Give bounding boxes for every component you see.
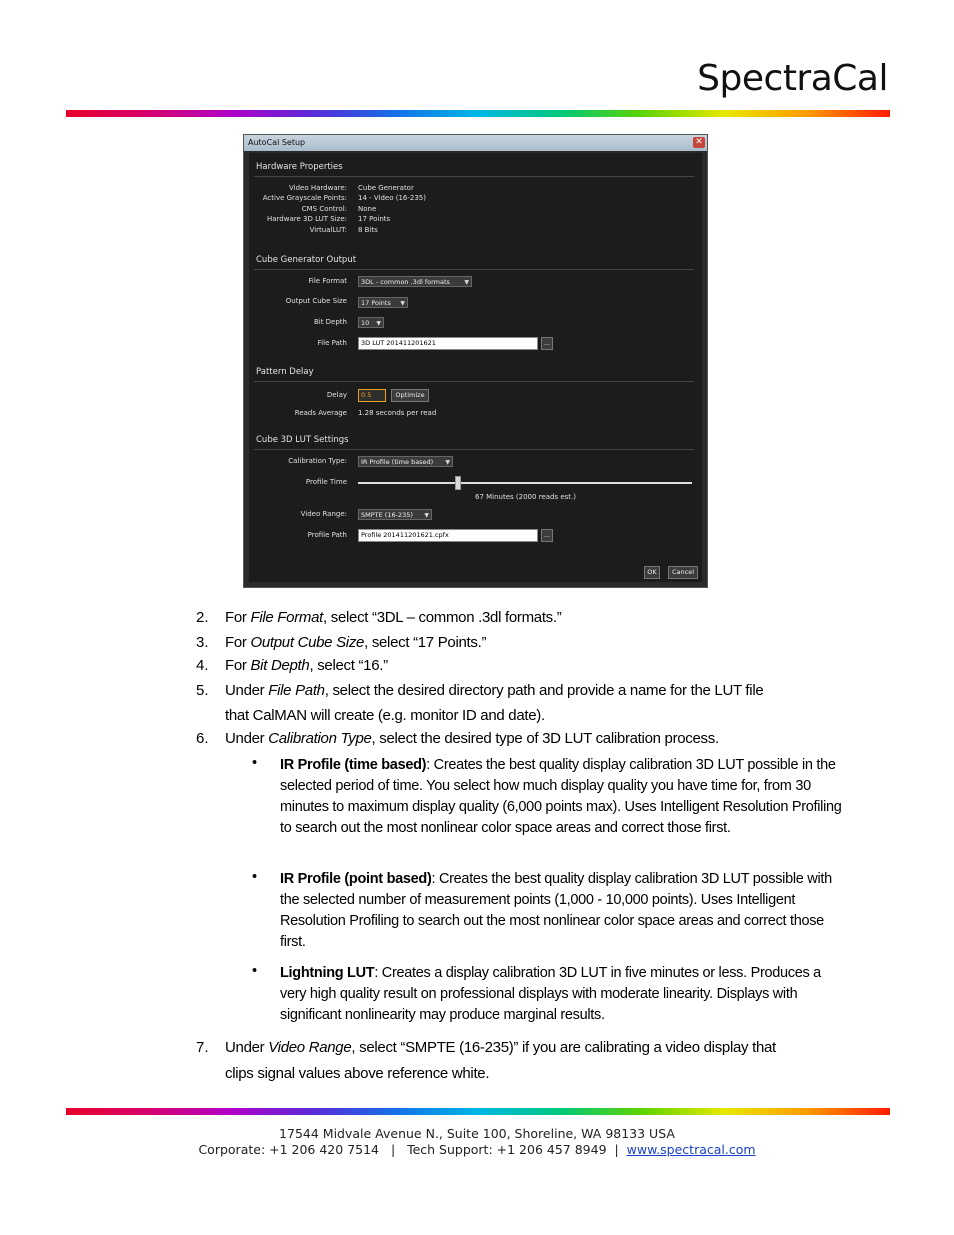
calibration-type-label: Calibration Type: (288, 457, 347, 465)
step-suffix: , select “16.” (309, 657, 388, 674)
rainbow-divider-top (66, 110, 890, 117)
section-divider (254, 449, 694, 450)
bullet-dot: • (252, 963, 258, 979)
profile-time-value: 67 Minutes (2000 reads est.) (475, 493, 576, 501)
step-text-continued: clips signal values above reference white. (225, 1065, 490, 1082)
dialog-body (249, 153, 702, 582)
video-range-label: Video Range: (300, 510, 347, 518)
step-field-name: Video Range (268, 1039, 352, 1056)
profile-path-label: Profile Path (307, 531, 347, 539)
optimize-button[interactable]: Optimize (391, 389, 429, 402)
section-divider (254, 176, 694, 177)
bit-depth-label: Bit Depth (313, 318, 347, 326)
hw-value-lut-size: 17 Points (358, 215, 391, 223)
step-field-name: Output Cube Size (250, 634, 365, 651)
dialog-title: AutoCal Setup (248, 138, 306, 147)
cancel-button[interactable]: Cancel (668, 566, 698, 579)
footer-address: 17544 Midvale Avenue N., Suite 100, Shoreline, WA 98133 USA (279, 1126, 675, 1141)
step-text (225, 609, 561, 626)
step-suffix: , select the desired directory path and provide a name for the LUT file (324, 682, 764, 699)
dialog-title-bar (244, 135, 707, 151)
ok-button[interactable]: OK (644, 566, 660, 579)
cube-generator-output-heading: Cube Generator Output (256, 255, 357, 265)
pattern-delay-heading: Pattern Delay (256, 367, 314, 377)
file-format-dropdown[interactable] (358, 276, 472, 287)
file-path-label: File Path (317, 339, 347, 347)
bullet-dot: • (252, 869, 258, 885)
bit-depth-value: 10 (361, 319, 370, 327)
chevron-down-icon: ▼ (376, 320, 381, 327)
step-prefix: For (225, 634, 251, 651)
hw-value-virtuallut: 8 Bits (358, 226, 378, 234)
hw-label-video-hardware: Video Hardware: (289, 184, 347, 192)
cube-size-value: 17 Points (361, 299, 391, 307)
step-prefix: Under (225, 1039, 269, 1056)
hardware-properties-heading: Hardware Properties (256, 162, 343, 172)
profile-path-browse-button[interactable]: ... (541, 529, 553, 542)
step-prefix: For (225, 657, 251, 674)
footer-corporate-phone: Corporate: +1 206 420 7514 (198, 1142, 380, 1157)
hw-label-virtuallut: VirtualLUT: (309, 226, 347, 234)
step-prefix: Under (225, 682, 269, 699)
calibration-type-dropdown[interactable] (358, 456, 453, 467)
profile-path-input[interactable]: Profile 201411201621.cpfx (358, 529, 538, 542)
chevron-down-icon: ▼ (424, 512, 429, 519)
step-prefix: For (225, 609, 251, 626)
chevron-down-icon: ▼ (400, 300, 405, 307)
footer-contact (0, 1142, 954, 1157)
step-text (225, 1039, 776, 1056)
step-text (225, 730, 719, 747)
hw-value-grayscale-points: 14 - Video (16-235) (358, 194, 426, 202)
calibration-type-value: IR Profile (time based) (361, 458, 434, 466)
hw-label-cms-control: CMS Control: (301, 205, 347, 213)
step-text-continued: that CalMAN will create (e.g. monitor ID and date). (225, 707, 545, 724)
step-field-name: File Path (268, 682, 325, 699)
reads-average-value (358, 409, 436, 417)
bullet-term: Lightning LUT (280, 965, 375, 981)
profile-time-label: Profile Time (305, 478, 347, 486)
step-number: 3. (196, 634, 209, 651)
bullet-term: IR Profile (time based) (280, 757, 427, 773)
delay-input[interactable]: 0.5 (358, 389, 386, 402)
bullet-term: IR Profile (point based) (280, 871, 432, 887)
section-divider (254, 381, 694, 382)
step-field-name: Calibration Type (268, 730, 372, 747)
cube-size-dropdown[interactable] (358, 297, 408, 308)
hw-label-lut-size: Hardware 3D LUT Size: (267, 215, 347, 223)
file-format-label: File Format (308, 277, 347, 285)
video-range-value: SMPTE (16-235) (361, 511, 413, 519)
file-path-input[interactable]: 3D LUT 201411201621 (358, 337, 538, 350)
step-field-name: File Format (250, 609, 324, 626)
hw-value-cms-control: None (358, 205, 377, 213)
bullet-text (280, 869, 850, 953)
bullet-text (280, 963, 850, 1026)
bullet-description: : Creates the best quality display calibration 3D LUT possible with the selected number of measurement points (1,000 - 10,000 points). Uses Intelligent Resolution Profiling to search out the most nonlinear color space areas and correct those first. (280, 871, 832, 950)
cube-size-label: Output Cube Size (285, 297, 347, 305)
profile-time-slider-thumb[interactable] (455, 476, 461, 490)
bullet-description: : Creates a display calibration 3D LUT in five minutes or less. Produces a very high quality result on professional displays with moderate linearity. Displays with significant nonlinearity may produce marginal results. (280, 965, 821, 1023)
step-text (225, 682, 763, 699)
cube-lut-settings-heading: Cube 3D LUT Settings (256, 435, 349, 445)
step-suffix: , select “SMPTE (16-235)” if you are calibrating a video display that (351, 1039, 776, 1056)
bullet-description: : Creates the best quality display calibration 3D LUT possible in the selected period of time. You select how much display quality you have time for, from 30 minutes to maximum display quality (6,000 points max). Uses Intelligent Resolution Profiling to search out the most nonlinear color space areas and correct those first. (280, 757, 842, 836)
close-icon[interactable]: ✕ (693, 137, 705, 148)
reads-average-unit: seconds per read (375, 409, 437, 417)
bullet-dot: • (252, 755, 258, 771)
footer-website-link[interactable]: www.spectracal.com (626, 1142, 756, 1157)
step-number: 5. (196, 682, 209, 699)
bullet-text (280, 755, 850, 839)
file-path-browse-button[interactable]: ... (541, 337, 553, 350)
rainbow-divider-bottom (66, 1108, 890, 1115)
hw-label-grayscale-points: Active Grayscale Points: (262, 194, 347, 202)
spectracal-logo: SpectraCal (697, 58, 888, 99)
bit-depth-dropdown[interactable] (358, 317, 384, 328)
chevron-down-icon: ▼ (445, 459, 450, 466)
chevron-down-icon: ▼ (464, 279, 469, 286)
step-suffix: , select “17 Points.” (364, 634, 487, 651)
file-format-value: 3DL - common .3dl formats (361, 278, 450, 286)
step-text (225, 634, 486, 651)
step-field-name: Bit Depth (250, 657, 310, 674)
step-number: 4. (196, 657, 209, 674)
step-prefix: Under (225, 730, 269, 747)
step-number: 6. (196, 730, 209, 747)
reads-average-label: Reads Average (294, 409, 347, 417)
step-number: 2. (196, 609, 209, 626)
delay-label: Delay (326, 391, 347, 399)
footer-separator: | (390, 1142, 396, 1157)
step-text (225, 657, 388, 674)
footer-separator: | (614, 1142, 619, 1157)
video-range-dropdown[interactable] (358, 509, 432, 520)
hw-value-video-hardware: Cube Generator (358, 184, 414, 192)
autocal-setup-dialog (243, 134, 708, 588)
profile-time-slider-track[interactable] (358, 482, 692, 484)
footer-support-phone: Tech Support: +1 206 457 8949 (407, 1142, 607, 1157)
step-suffix: , select the desired type of 3D LUT calibration process. (371, 730, 719, 747)
step-suffix: , select “3DL – common .3dl formats.” (323, 609, 562, 626)
step-number: 7. (196, 1039, 209, 1056)
reads-average-number: 1.28 (358, 409, 374, 417)
section-divider (254, 269, 694, 270)
